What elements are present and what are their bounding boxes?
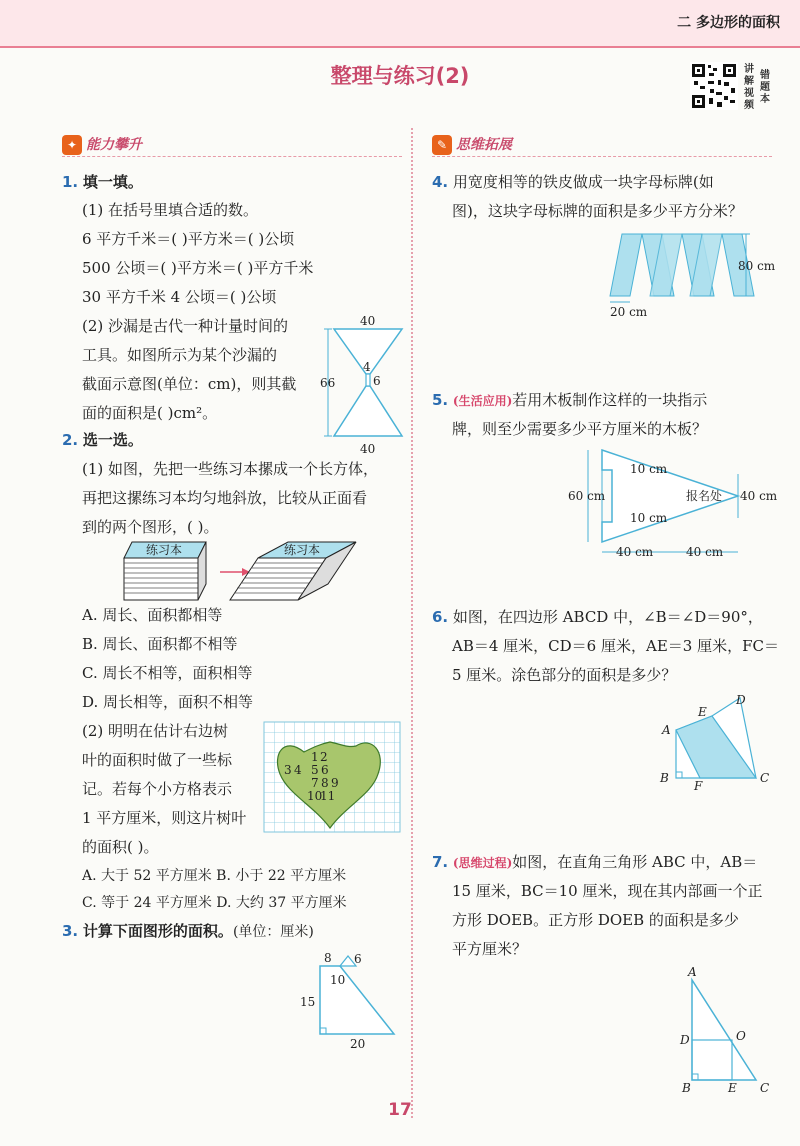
leaf-number: 8 bbox=[321, 776, 329, 790]
notebook-label: 练习本 bbox=[146, 543, 183, 557]
q5-line: 5. (生活应用)若用木板制作这样的一块指示 bbox=[432, 391, 708, 409]
column-divider bbox=[411, 128, 413, 1118]
q2-part2-line: 记。若每个小方格表示 bbox=[82, 780, 233, 798]
leaf-grid-figure bbox=[264, 722, 400, 832]
q2-part1-line[interactable]: 到的两个图形，( )。 bbox=[82, 518, 219, 536]
q4-height-label: 80 cm bbox=[738, 259, 776, 273]
q7-point-a: A bbox=[688, 965, 697, 979]
q2-part2-line[interactable]: 的面积( )。 bbox=[82, 838, 159, 856]
q2-part2-line: 叶的面积时做了一些标 bbox=[82, 751, 233, 769]
q5-width-label: 40 cm bbox=[616, 545, 654, 559]
leaf-number: 9 bbox=[331, 776, 339, 790]
q2-options2-line[interactable]: A. 大于 52 平方厘米 B. 小于 22 平方厘米 bbox=[82, 868, 347, 884]
q6-line: 6. 如图，在四边形 ABCD 中，∠B＝∠D＝90°， bbox=[432, 608, 763, 626]
qr-caption-errors: 错题本 bbox=[760, 70, 770, 105]
q5-sign-label: 报名处 bbox=[686, 489, 723, 503]
q7-point-d: D bbox=[680, 1033, 690, 1047]
hourglass-side-label: 6 bbox=[373, 374, 381, 388]
signboard-figure bbox=[568, 444, 778, 562]
q7-point-o: O bbox=[736, 1029, 746, 1043]
q2-part1-line: 再把这摞练习本均匀地斜放，比较从正面看 bbox=[82, 489, 368, 507]
q2-options2-line[interactable]: C. 等于 24 平方厘米 D. 大约 37 平方厘米 bbox=[82, 895, 347, 911]
header-rule bbox=[0, 46, 800, 48]
chapter-title: 二 多边形的面积 bbox=[677, 15, 780, 31]
q6-point-f: F bbox=[694, 779, 703, 793]
hourglass-neck-label: 4 bbox=[363, 360, 371, 374]
q7-point-c: C bbox=[760, 1081, 770, 1095]
q3-trapezoid-figure bbox=[300, 950, 410, 1050]
q2-part1-line: (1) 如图，先把一些练习本摞成一个长方体， bbox=[82, 460, 379, 478]
q1-part2-line: (2) 沙漏是古代一种计量时间的 bbox=[82, 317, 289, 335]
q2-option-a[interactable]: A. 周长、面积都相等 bbox=[82, 606, 223, 624]
q3-label-c: 10 bbox=[330, 973, 346, 987]
page-title: 整理与练习(2) bbox=[330, 64, 470, 88]
hourglass-bottom-label: 40 bbox=[360, 442, 376, 456]
q1-title: 1. 填一填。 bbox=[62, 173, 143, 191]
leaf-number: 7 bbox=[311, 776, 319, 790]
q7-point-e: E bbox=[728, 1081, 737, 1095]
hourglass-height-label: 66 bbox=[320, 376, 336, 390]
q7-line: 15 厘米，BC＝10 厘米，现在其内部画一个正 bbox=[452, 882, 763, 900]
q2-title: 2. 选一选。 bbox=[62, 431, 143, 449]
leaf-number: 1 bbox=[311, 750, 319, 764]
q5-width-label: 40 cm bbox=[686, 545, 724, 559]
qr-caption-video: 讲解视频 bbox=[744, 64, 754, 111]
section-rule-left bbox=[62, 156, 402, 157]
q4-width-label: 20 cm bbox=[610, 305, 648, 319]
q1-line1[interactable]: 6 平方千米＝( )平方米＝( )公顷 bbox=[82, 230, 295, 248]
hourglass-figure bbox=[320, 312, 410, 462]
q7-line: 7. (思维过程)如图，在直角三角形 ABC 中，AB＝ bbox=[432, 853, 758, 871]
q5-right-label: 40 cm bbox=[740, 489, 778, 503]
q6-line: 5 厘米。涂色部分的面积是多少？ bbox=[452, 666, 677, 684]
q2-part2-line: 1 平方厘米，则这片树叶 bbox=[82, 809, 247, 827]
q2-option-b[interactable]: B. 周长、面积都不相等 bbox=[82, 635, 238, 653]
leaf-number: 2 bbox=[320, 750, 328, 764]
q5-left-label: 60 cm bbox=[568, 489, 606, 503]
q7-line: 方形 DOEB。正方形 DOEB 的面积是多少 bbox=[452, 911, 739, 929]
q3-label-d: 15 bbox=[300, 995, 316, 1009]
q5-line: 牌，则至少需要多少平方厘米的木板？ bbox=[452, 420, 708, 438]
q5-notch-label: 10 cm bbox=[630, 511, 668, 525]
q1-part2-line[interactable]: 面的面积是( )cm²。 bbox=[82, 404, 218, 422]
q6-point-d: D bbox=[736, 693, 746, 707]
q4-line: 4. 用宽度相等的铁皮做成一块字母标牌(如 bbox=[432, 173, 714, 191]
leaf-number: 6 bbox=[321, 763, 329, 777]
q5-notch-label: 10 cm bbox=[630, 462, 668, 476]
leaf-number: 4 bbox=[294, 763, 302, 777]
medal-icon: ✦ bbox=[62, 135, 82, 155]
notebook-stacks-figure bbox=[120, 540, 360, 610]
page-number: 17 bbox=[388, 1100, 412, 1120]
q3-label-b: 6 bbox=[354, 952, 362, 966]
leaf-number: 3 bbox=[284, 763, 292, 777]
q7-line: 平方厘米？ bbox=[452, 940, 528, 958]
q3-label-e: 20 bbox=[350, 1037, 366, 1051]
q6-point-c: C bbox=[760, 771, 770, 785]
hourglass-top-label: 40 bbox=[360, 314, 376, 328]
q6-point-e: E bbox=[698, 705, 707, 719]
leaf-number: 10 bbox=[307, 789, 323, 803]
q3-label-a: 8 bbox=[324, 951, 332, 965]
leaf-number: 5 bbox=[311, 763, 319, 777]
quadrilateral-figure bbox=[656, 690, 776, 792]
section-ability: ✦ 能力攀升 bbox=[62, 134, 142, 156]
notebook-label: 练习本 bbox=[284, 543, 321, 557]
run-icon: ✎ bbox=[432, 135, 452, 155]
qr-code-icon[interactable] bbox=[690, 62, 738, 110]
q2-option-d[interactable]: D. 周长相等，面积不相等 bbox=[82, 693, 254, 711]
q1-part2-line: 工具。如图所示为某个沙漏的 bbox=[82, 346, 278, 364]
q4-line: 图)，这块字母标牌的面积是多少平方分米？ bbox=[452, 202, 743, 220]
q1-part2-line: 截面示意图(单位：cm)，则其截 bbox=[82, 375, 297, 393]
q2-option-c[interactable]: C. 周长不相等，面积相等 bbox=[82, 664, 253, 682]
q6-point-a: A bbox=[662, 723, 671, 737]
letter-sign-figure bbox=[600, 226, 780, 322]
right-triangle-figure bbox=[676, 966, 776, 1096]
q2-part2-line: (2) 明明在估计右边树 bbox=[82, 722, 229, 740]
q3-title: 3. 计算下面图形的面积。(单位：厘米) bbox=[62, 922, 314, 940]
section-rule-right bbox=[432, 156, 772, 157]
q1-line2[interactable]: 500 公顷＝( )平方米＝( )平方千米 bbox=[82, 259, 314, 277]
q1-line3[interactable]: 30 平方千米 4 公顷＝( )公顷 bbox=[82, 288, 277, 306]
q6-point-b: B bbox=[660, 771, 669, 785]
q7-point-b: B bbox=[682, 1081, 691, 1095]
section-thinking: ✎ 思维拓展 bbox=[432, 134, 512, 156]
q6-line: AB＝4 厘米，CD＝6 厘米，AE＝3 厘米，FC＝ bbox=[452, 637, 779, 655]
leaf-number: 11 bbox=[320, 789, 336, 803]
q1-part1: (1) 在括号里填合适的数。 bbox=[82, 201, 259, 219]
